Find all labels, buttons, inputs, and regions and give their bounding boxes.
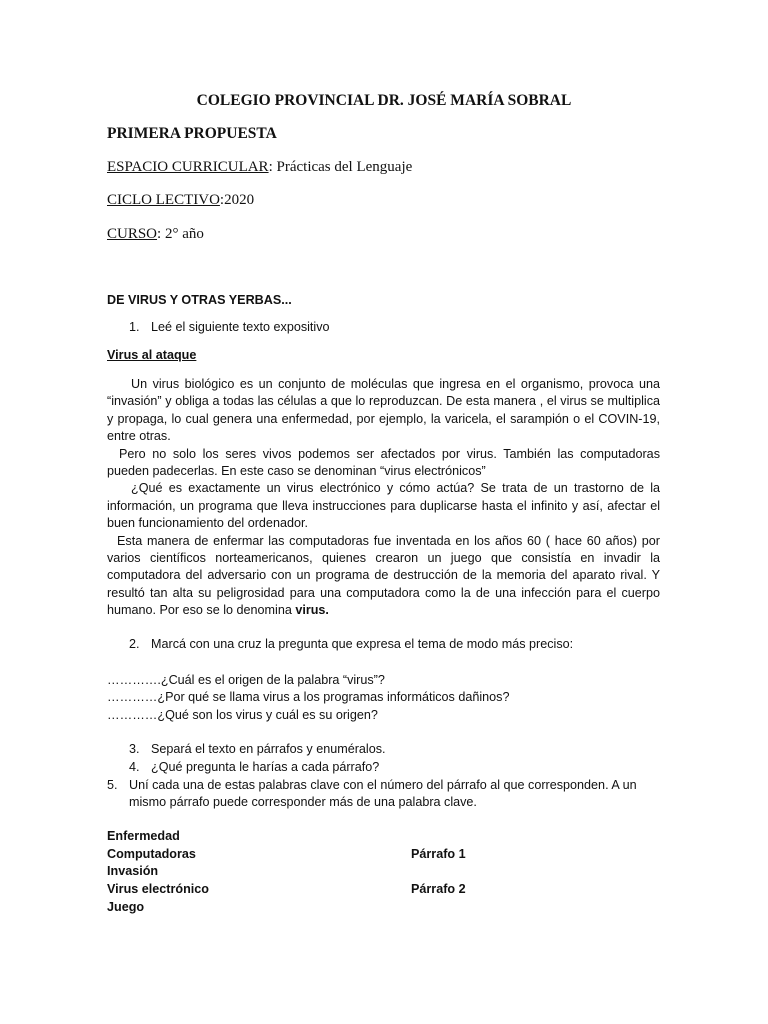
item-5-number: 5. [107,778,118,792]
keyword-2: Computadoras [107,847,196,861]
item-3 [129,742,386,756]
item-4-number: 4. [129,760,140,774]
item-2-number: 2. [129,637,140,651]
course-line [107,226,204,243]
keyword-3: Invasión [107,864,159,878]
item-1-number: 1. [129,320,140,334]
item-3-text: Separá el texto en párrafos y enuméralos. [151,742,386,756]
year-key: CICLO LECTIVO [107,192,220,208]
reading-paragraph-1: Un virus biológico es un conjunto de moléculas que ingresa en el organismo, provoca una “invasión” y obliga a todas las células a que lo reproduzcan. De esta manera , el virus se multiplica y propaga, lo cual genera una enfermedad, por ejemplo, la varicela, el sarampión o el COVIN-19, entre otras. [107,377,660,444]
item-4 [129,760,379,774]
school-title: COLEGIO PROVINCIAL DR. JOSÉ MARÍA SOBRAL [196,92,572,109]
item-4-text: ¿Qué pregunta le harías a cada párrafo? [151,760,380,774]
keyword-4: Virus electrónico [107,882,209,896]
item-2-text: Marcá con una cruz la pregunta que expresa el tema de modo más preciso: [151,637,574,651]
proposal-heading: PRIMERA PROPUESTA [107,125,277,142]
course-value: : 2° año [157,226,204,242]
item-5 [107,777,660,812]
course-key: CURSO [107,226,158,242]
option-3[interactable]: …………¿Qué son los virus y cuál es su origen? [107,708,378,722]
keyword-5: Juego [107,900,145,914]
paragraph-label-1: Párrafo 1 [411,847,466,861]
item-5-text: Uní cada una de estas palabras clave con el número del párrafo al que corresponden. A un mismo párrafo puede corresponder más de una palabra clave. [129,778,637,810]
item-1-text: Leé el siguiente texto expositivo [151,320,330,334]
item-2 [129,637,573,651]
subject-key: ESPACIO CURRICULAR [107,159,269,175]
section-title: DE VIRUS Y OTRAS YERBAS... [107,293,292,307]
item-1 [129,320,330,334]
option-1[interactable]: ………….¿Cuál es el origen de la palabra “virus”? [107,673,385,687]
year-line [107,192,254,209]
keyword-1: Enfermedad [107,829,180,843]
option-2[interactable]: …………¿Por qué se llama virus a los programas informáticos dañinos? [107,690,510,704]
reading-paragraph-3: ¿Qué es exactamente un virus electrónico y cómo actúa? Se trata de un trastorno de la información, un programa que lleva instrucciones para duplicarse hasta el infinito y así, afectar el buen funcionamiento del ordenador. [107,481,660,531]
reading-text [107,376,660,620]
year-value: :2020 [219,192,255,208]
paragraph-label-2: Párrafo 2 [411,882,466,896]
reading-paragraph-4 [107,533,660,620]
reading-title: Virus al ataque [107,348,197,362]
subject-line [107,159,412,176]
subject-value: : Prácticas del Lenguaje [268,159,413,175]
reading-paragraph-2: Pero no solo los seres vivos podemos ser afectados por virus. También las computadoras pueden padecerlas. En este caso se denominan “virus electrónicos” [107,446,660,479]
item-3-number: 3. [129,742,140,756]
reading-paragraph-4-bold: virus. [295,603,329,618]
reading-paragraph-4-main: Esta manera de enfermar las computadoras fue inventada en los años 60 ( hace 60 años) por varios científicos norteamericanos, quienes crearon un juego que consistía en invadir la computadora del adversario con un programa de destrucción de la memoria del aparato rival. Y resultó tan alta su peligrosidad para una computadora como la de una infección para el cuerpo humano. Por eso se lo denomina [107,533,660,618]
